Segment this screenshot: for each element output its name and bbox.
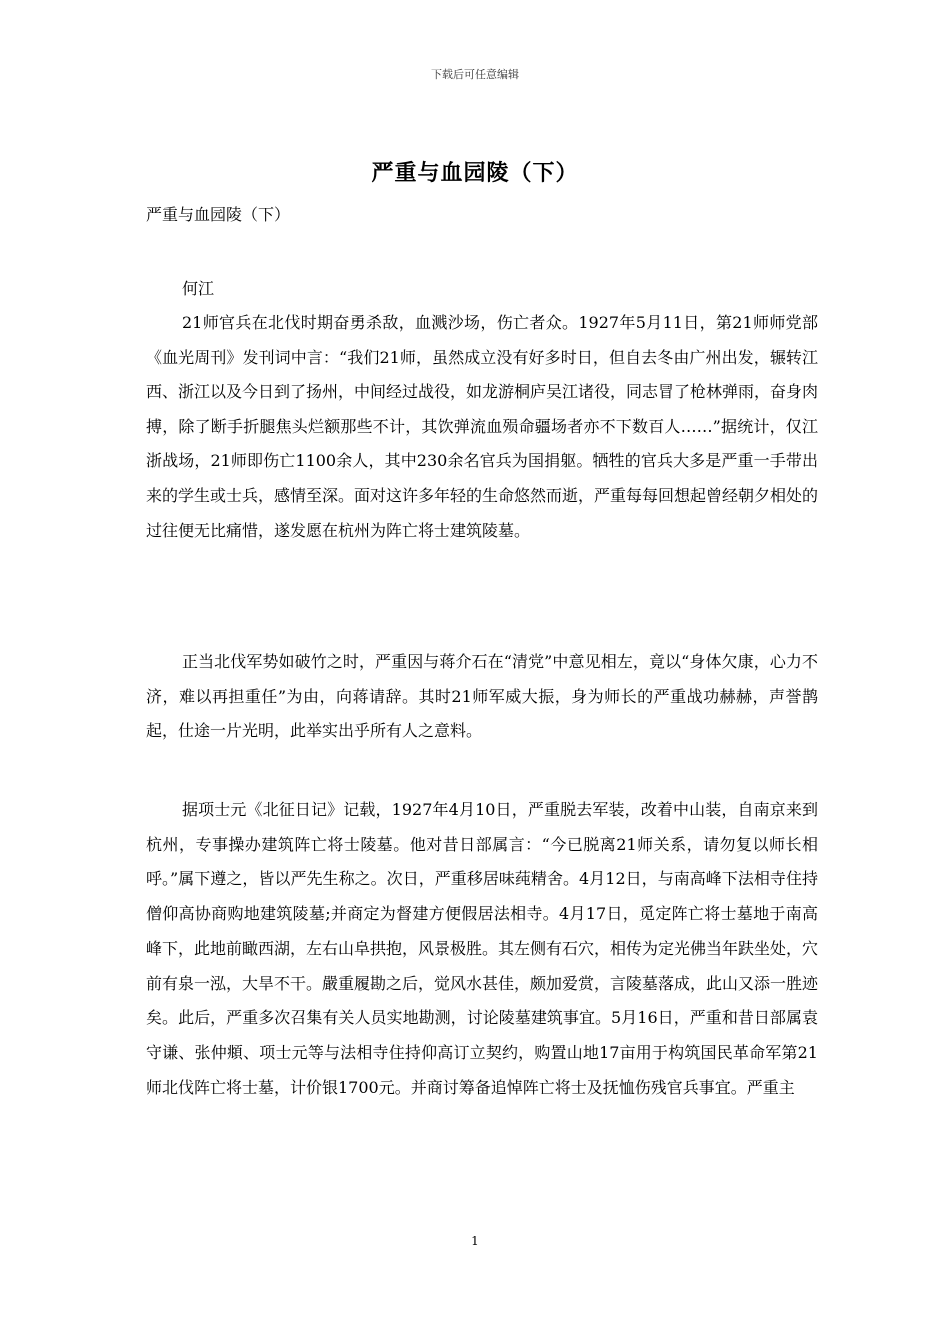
- body-paragraph: 据项士元《北征日记》记载，1927年4月10日，严重脱去军装，改着中山装，自南京来到杭州，专事操办建筑阵亡将士陵墓。他对昔日部属言：“今已脱离21师关系，请勿复以师长相呼。”属下遵之，皆以严先生称之。次日，严重移居味莼精舍。4月12日，与南高峰下法相寺住持僧仰高协商购地建筑陵墓;并商定为督建方便假居法相寺。4月17日，觅定阵亡将士墓地于南高峰下，此地前瞰西湖，左右山阜拱抱，风景极胜。其左侧有石穴，相传为定光佛当年趺坐处，穴前有泉一泓，大旱不干。嚴重履勘之后，觉风水甚佳，颇加爱赏，言陵墓落成，此山又添一胜迹矣。此后，严重多次召集有关人员实地勘测，讨论陵墓建筑事宜。5月16日，严重和昔日部属袁守谦、张仲頫、项士元等与法相寺住持仰高订立契约，购置山地17亩用于构筑国民革命军第21师北伐阵亡将士墓，计价银1700元。并商讨筹备追悼阵亡将士及抚恤伤残官兵事宜。严重主: [146, 800, 819, 1097]
- header-note: 下载后可任意编辑: [431, 68, 519, 81]
- body-paragraph-1-block: [146, 306, 818, 548]
- body-paragraph: 正当北伐军势如破竹之时，严重因与蒋介石在“清党”中意见相左，竟以“身体欠康，心力不济，难以再担重任”为由，向蒋请辞。其时21师军威大振，身为师长的严重战功赫赫，声誉鹊起，仕途一片光明，此举实出乎所有人之意料。: [146, 652, 818, 741]
- body-paragraph-3-block: [146, 793, 818, 1105]
- page-number: 1: [471, 1234, 479, 1248]
- author-name: 何江: [182, 279, 215, 298]
- document-subtitle: 严重与血园陵（下）: [146, 205, 291, 224]
- body-paragraph-2-block: [146, 645, 818, 749]
- body-paragraph: 21师官兵在北伐时期奋勇杀敌，血溅沙场，伤亡者众。1927年5月11日，第21师师党部《血光周刊》发刊词中言：“我们21师，虽然成立没有好多时日，但自去冬由广州出发，辗转江西、浙江以及今日到了扬州，中间经过战役，如龙游桐庐吴江诸役，同志冒了枪林弹雨，奋身肉搏，除了断手折腿焦头烂额那些不计，其饮弹流血殒命疆场者亦不下数百人……”据统计，仅江浙战场，21师即伤亡1100余人，其中230余名官兵为国捐躯。牺牲的官兵大多是严重一手带出来的学生或士兵，感情至深。面对这许多年轻的生命悠然而逝，严重每每回想起曾经朝夕相处的过往便无比痛惜，遂发愿在杭州为阵亡将士建筑陵墓。: [146, 313, 819, 540]
- document-title: 严重与血园陵（下）: [371, 160, 579, 186]
